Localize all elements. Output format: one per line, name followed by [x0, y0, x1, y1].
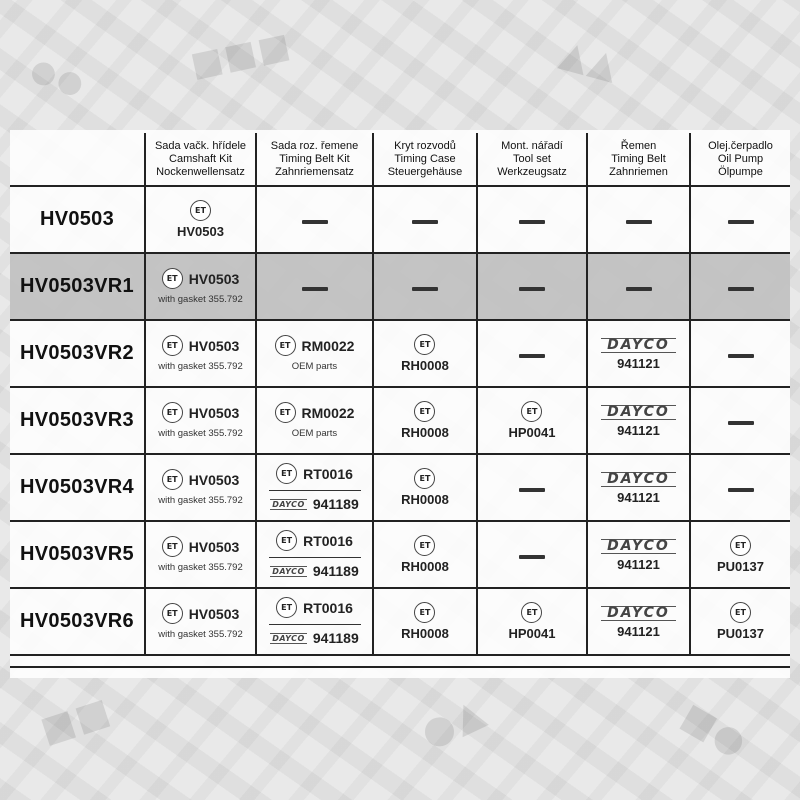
not-applicable-dash — [519, 220, 545, 224]
header-tool-set: Mont. nářadí Tool set Werkzeugsatz — [477, 133, 587, 186]
timing-belt-kit-part — [269, 597, 361, 646]
camshaft-part-number: HV0503 — [188, 605, 240, 622]
timing-case-part-number: RH0008 — [401, 492, 449, 507]
camshaft-part-number: HV0503 — [188, 270, 240, 287]
timing-belt-kit-cell — [256, 454, 373, 521]
background-graphic: ■● — [674, 695, 756, 766]
background-graphic: ●▲ — [413, 688, 493, 756]
camshaft-kit-cell — [145, 588, 256, 655]
timing-belt-kit-cell — [256, 387, 373, 454]
timing-belt-cell — [587, 320, 690, 387]
timing-belt-kit-part — [269, 463, 361, 512]
timing-case-part — [401, 401, 449, 440]
camshaft-part-note: with gasket 355.792 — [158, 361, 243, 372]
header-blank — [10, 133, 145, 186]
timing-belt-kit-part-line — [276, 597, 353, 618]
camshaft-part-number: HV0503 — [177, 224, 224, 239]
timing-belt-kit-part-line — [276, 530, 353, 551]
camshaft-kit-cell — [145, 387, 256, 454]
et-logo-icon: ET — [162, 469, 183, 490]
et-logo-icon: ET — [162, 603, 183, 624]
table-body — [10, 186, 790, 655]
timing-belt-part — [601, 472, 676, 505]
timing-case-part — [401, 602, 449, 641]
tool-set-cell — [477, 588, 587, 655]
dayco-kit-part-number: 941189 — [312, 630, 359, 646]
camshaft-kit-cell — [145, 521, 256, 588]
kit-code-cell — [10, 588, 145, 655]
et-logo-icon: ET — [521, 401, 542, 422]
dayco-logo-icon: DAYCO — [601, 405, 676, 420]
camshaft-part-note: with gasket 355.792 — [158, 294, 243, 305]
timing-belt-kit-part-number: RM0022 — [301, 337, 355, 354]
oil-pump-part — [717, 535, 764, 574]
tool-set-part — [509, 401, 556, 440]
kit-code: HV0503VR5 — [20, 543, 134, 565]
table-row — [10, 186, 790, 253]
tool-set-part-number: HP0041 — [508, 425, 556, 440]
et-logo-icon: ET — [162, 402, 183, 423]
timing-belt-cell — [587, 387, 690, 454]
camshaft-part-number: HV0503 — [188, 471, 240, 488]
oil-pump-cell — [690, 253, 790, 320]
kit-code: HV0503VR4 — [20, 476, 134, 498]
table-row — [10, 387, 790, 454]
not-applicable-dash — [519, 354, 545, 358]
camshaft-part-line — [162, 402, 240, 423]
timing-belt-kit-cell — [256, 253, 373, 320]
dayco-logo-icon: DAYCO — [601, 539, 676, 554]
timing-belt-part — [601, 606, 676, 639]
timing-case-part — [401, 468, 449, 507]
et-logo-icon: ET — [162, 268, 183, 289]
timing-belt-part-number: 941121 — [617, 423, 660, 438]
et-logo-icon: ET — [414, 401, 435, 422]
timing-case-part — [401, 334, 449, 373]
header-timing-belt-kit: Sada roz. řemene Timing Belt Kit Zahnriemensatz — [256, 133, 373, 186]
not-applicable-dash — [519, 555, 545, 559]
et-logo-icon: ET — [276, 530, 297, 551]
oil-pump-cell — [690, 320, 790, 387]
oil-pump-part — [717, 602, 764, 641]
table-row — [10, 253, 790, 320]
oil-pump-cell — [690, 186, 790, 253]
kit-code: HV0503VR1 — [20, 275, 134, 297]
dayco-logo-icon: DAYCO — [272, 499, 305, 509]
camshaft-part — [158, 402, 243, 439]
not-applicable-dash — [302, 220, 328, 224]
not-applicable-dash — [302, 287, 328, 291]
kit-code-cell — [10, 253, 145, 320]
timing-case-part-number: RH0008 — [401, 358, 449, 373]
kit-code-cell — [10, 186, 145, 253]
not-applicable-dash — [626, 220, 652, 224]
timing-belt-kit-part-number: RT0016 — [303, 599, 353, 616]
timing-belt-kit-cell — [256, 186, 373, 253]
et-logo-icon: ET — [276, 597, 297, 618]
timing-belt-cell — [587, 253, 690, 320]
camshaft-part-note: with gasket 355.792 — [158, 428, 243, 439]
tool-set-cell — [477, 320, 587, 387]
timing-belt-kit-cell — [256, 320, 373, 387]
timing-case-cell — [373, 320, 477, 387]
not-applicable-dash — [626, 287, 652, 291]
camshaft-part — [158, 335, 243, 372]
table-row — [10, 521, 790, 588]
background-graphic: ■■■ — [186, 24, 296, 86]
divider-line — [269, 557, 361, 558]
kit-code-cell — [10, 387, 145, 454]
timing-case-part-number: RH0008 — [401, 425, 449, 440]
timing-belt-kit-part-line — [275, 402, 355, 423]
timing-belt-cell — [587, 588, 690, 655]
dayco-kit-line — [270, 496, 359, 512]
background-graphic: ▲▲ — [555, 33, 624, 88]
et-logo-icon: ET — [190, 200, 211, 221]
dayco-logo-icon: DAYCO — [601, 338, 676, 353]
timing-case-part-number: RH0008 — [401, 626, 449, 641]
timing-belt-kit-cell — [256, 521, 373, 588]
tool-set-part-number: HP0041 — [508, 626, 556, 641]
timing-case-cell — [373, 588, 477, 655]
camshaft-kit-cell — [145, 454, 256, 521]
camshaft-part-number: HV0503 — [188, 538, 240, 555]
not-applicable-dash — [728, 488, 754, 492]
kit-code: HV0503VR2 — [20, 342, 134, 364]
timing-belt-kit-part-number: RT0016 — [303, 465, 353, 482]
timing-belt-part-number: 941121 — [617, 356, 660, 371]
parts-kit-table — [10, 133, 790, 656]
et-logo-icon: ET — [414, 602, 435, 623]
et-logo-icon: ET — [521, 602, 542, 623]
timing-belt-kit-part-line — [275, 335, 355, 356]
kit-code: HV0503 — [39, 208, 115, 230]
timing-belt-part-number: 941121 — [617, 557, 660, 572]
camshaft-kit-cell — [145, 320, 256, 387]
camshaft-kit-cell — [145, 253, 256, 320]
oil-pump-cell — [690, 454, 790, 521]
oil-pump-cell — [690, 387, 790, 454]
camshaft-part — [158, 469, 243, 506]
timing-case-cell — [373, 387, 477, 454]
not-applicable-dash — [728, 220, 754, 224]
camshaft-part-line — [162, 603, 240, 624]
camshaft-part-note: with gasket 355.792 — [158, 495, 243, 506]
kit-code-cell — [10, 521, 145, 588]
dayco-kit-part-number: 941189 — [312, 563, 359, 579]
header-timing-case: Kryt rozvodů Timing Case Steuergehäuse — [373, 133, 477, 186]
divider-line — [269, 490, 361, 491]
timing-belt-part-number: 941121 — [617, 490, 660, 505]
et-logo-icon: ET — [275, 402, 296, 423]
dayco-kit-line — [270, 563, 359, 579]
et-logo-icon: ET — [275, 335, 296, 356]
et-logo-icon: ET — [730, 535, 751, 556]
timing-case-part-number: RH0008 — [401, 559, 449, 574]
not-applicable-dash — [728, 287, 754, 291]
dayco-logo-icon: DAYCO — [601, 606, 676, 621]
tool-set-cell — [477, 186, 587, 253]
camshaft-part — [158, 603, 243, 640]
not-applicable-dash — [519, 287, 545, 291]
timing-belt-cell — [587, 521, 690, 588]
background-graphic: ■■ — [35, 689, 117, 752]
timing-belt-kit-part — [275, 335, 355, 372]
background-graphic: ●● — [25, 51, 91, 104]
not-applicable-dash — [728, 354, 754, 358]
tool-set-cell — [477, 454, 587, 521]
table-row — [10, 454, 790, 521]
camshaft-part-line — [162, 469, 240, 490]
camshaft-part-line — [162, 536, 240, 557]
camshaft-part — [177, 200, 224, 239]
camshaft-part-number: HV0503 — [188, 404, 240, 421]
not-applicable-dash — [412, 220, 438, 224]
camshaft-part-line — [162, 335, 240, 356]
timing-belt-part — [601, 539, 676, 572]
camshaft-part — [158, 536, 243, 573]
et-logo-icon: ET — [276, 463, 297, 484]
timing-case-cell — [373, 521, 477, 588]
oil-pump-cell — [690, 588, 790, 655]
timing-case-part — [401, 535, 449, 574]
oil-pump-part-number: PU0137 — [717, 559, 764, 574]
table-row — [10, 320, 790, 387]
camshaft-part — [158, 268, 243, 305]
divider-line — [269, 624, 361, 625]
timing-belt-part — [601, 405, 676, 438]
header-row — [10, 133, 790, 186]
dayco-kit-part-number: 941189 — [312, 496, 359, 512]
dayco-kit-line — [270, 630, 359, 646]
dayco-logo-icon: DAYCO — [272, 633, 305, 643]
et-logo-icon: ET — [414, 535, 435, 556]
timing-belt-cell — [587, 454, 690, 521]
kit-code: HV0503VR6 — [20, 610, 134, 632]
et-logo-icon: ET — [414, 334, 435, 355]
timing-belt-kit-part — [269, 530, 361, 579]
et-logo-icon: ET — [162, 335, 183, 356]
camshaft-kit-cell — [145, 186, 256, 253]
timing-case-cell — [373, 454, 477, 521]
not-applicable-dash — [412, 287, 438, 291]
header-camshaft-kit: Sada vačk. hřídele Camshaft Kit Nockenwellensatz — [145, 133, 256, 186]
dayco-logo-icon: DAYCO — [601, 472, 676, 487]
timing-belt-part-number: 941121 — [617, 624, 660, 639]
et-logo-icon: ET — [730, 602, 751, 623]
dayco-logo-icon: DAYCO — [272, 566, 305, 576]
camshaft-part-note: with gasket 355.792 — [158, 562, 243, 573]
timing-belt-kit-part-number: RT0016 — [303, 532, 353, 549]
oil-pump-part-number: PU0137 — [717, 626, 764, 641]
tool-set-part — [509, 602, 556, 641]
tool-set-cell — [477, 387, 587, 454]
timing-belt-kit-part-line — [276, 463, 353, 484]
camshaft-part-note: with gasket 355.792 — [158, 629, 243, 640]
tool-set-cell — [477, 521, 587, 588]
timing-belt-kit-part — [275, 402, 355, 439]
not-applicable-dash — [728, 421, 754, 425]
table-bottom-rule — [10, 666, 790, 668]
kit-code: HV0503VR3 — [20, 409, 134, 431]
timing-belt-kit-part-number: RM0022 — [301, 404, 355, 421]
timing-belt-kit-note: OEM parts — [291, 428, 338, 439]
timing-case-cell — [373, 253, 477, 320]
et-logo-icon: ET — [162, 536, 183, 557]
et-logo-icon: ET — [414, 468, 435, 489]
table-row — [10, 588, 790, 655]
timing-case-cell — [373, 186, 477, 253]
not-applicable-dash — [519, 488, 545, 492]
oil-pump-cell — [690, 521, 790, 588]
header-oil-pump: Olej.čerpadlo Oil Pump Ölpumpe — [690, 133, 790, 186]
timing-belt-part — [601, 338, 676, 371]
header-timing-belt: Řemen Timing Belt Zahnriemen — [587, 133, 690, 186]
timing-belt-cell — [587, 186, 690, 253]
timing-belt-kit-cell — [256, 588, 373, 655]
tool-set-cell — [477, 253, 587, 320]
timing-belt-kit-note: OEM parts — [291, 361, 338, 372]
camshaft-part-line — [162, 268, 240, 289]
camshaft-part-number: HV0503 — [188, 337, 240, 354]
kit-code-cell — [10, 454, 145, 521]
kit-code-cell — [10, 320, 145, 387]
